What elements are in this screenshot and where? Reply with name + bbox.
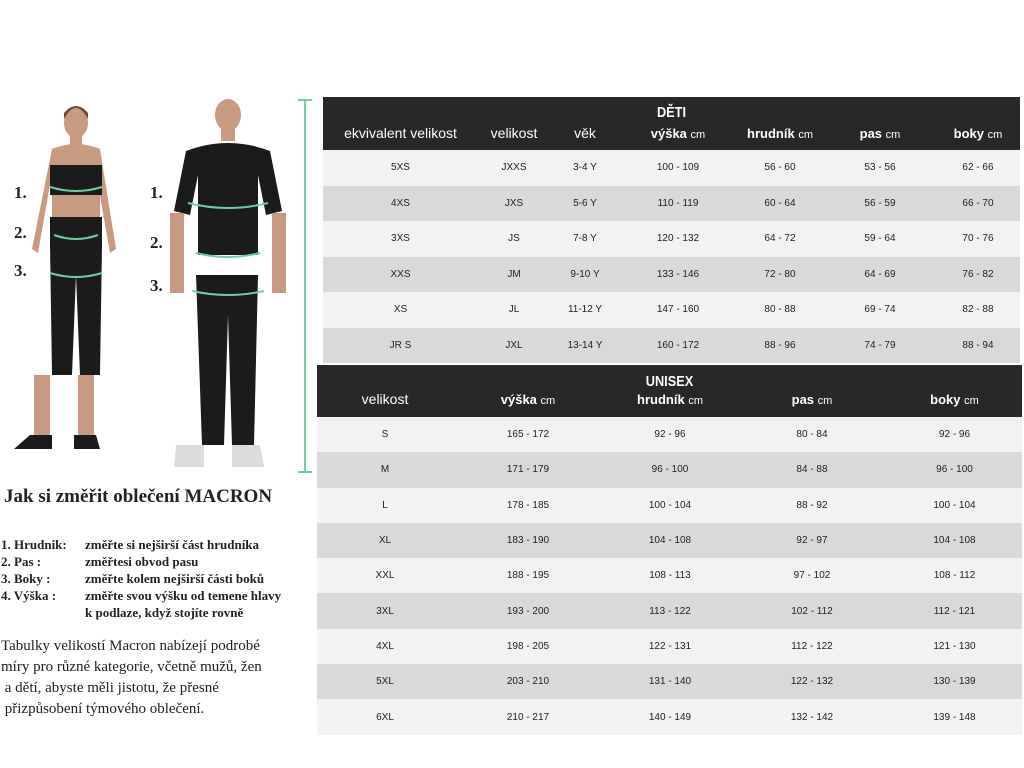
header-label: pas [859, 125, 883, 141]
column-header: velikost [361, 391, 409, 407]
table-cell: 120 - 132 [656, 233, 700, 245]
step [1, 570, 281, 587]
model-figures [0, 95, 320, 480]
table-cell: 5XL [376, 676, 394, 688]
step [1, 587, 281, 604]
table-cell: S [381, 429, 389, 441]
label-3-female: 3. [14, 261, 27, 280]
table-cell: 140 - 149 [648, 711, 692, 723]
table-cell: 121 - 130 [933, 640, 976, 652]
column-header [737, 392, 887, 407]
table-cell: 104 - 108 [933, 535, 976, 547]
kids-table-header [323, 97, 1020, 150]
table-row [323, 328, 1020, 364]
step [1, 553, 281, 570]
table-cell: 96 - 100 [936, 464, 973, 476]
description-line: přizpůsobení týmového oblečení. [1, 701, 205, 717]
table-cell: JXS [504, 197, 524, 209]
table-cell: 3-4 Y [573, 162, 597, 174]
column-header: věk [574, 125, 596, 141]
kids-size-table [323, 97, 1020, 363]
table-cell: JL [508, 304, 520, 316]
table-cell: 96 - 100 [651, 464, 689, 476]
table-cell: 7-8 Y [573, 233, 597, 245]
table-cell: JXL [505, 339, 523, 351]
table-row [323, 221, 1020, 257]
header-label: pas [791, 391, 815, 407]
table-cell: 198 - 205 [506, 640, 550, 652]
table-cell: 76 - 82 [962, 268, 994, 280]
step-key: 3. Boky : [1, 571, 51, 586]
step-value: změřte kolem nejširší části boků [85, 571, 265, 586]
table-cell: 178 - 185 [506, 499, 550, 511]
measurement-steps [1, 536, 281, 621]
table-row [317, 523, 1022, 558]
column-header [620, 126, 736, 141]
table-cell: 88 - 92 [796, 499, 828, 511]
table-cell: 210 - 217 [506, 711, 550, 723]
table-cell: 165 - 172 [506, 429, 550, 441]
table-cell: 59 - 64 [864, 233, 896, 245]
column-header [887, 392, 1022, 407]
column-header: velikost [490, 125, 538, 141]
unisex-table-title: UNISEX [645, 373, 694, 390]
table-row [317, 417, 1022, 452]
table-cell: 122 - 131 [648, 640, 692, 652]
table-cell: 9-10 Y [570, 268, 600, 280]
height-measure-line [304, 100, 306, 472]
header-unit: cm [688, 394, 703, 407]
unisex-size-table [317, 365, 1022, 735]
table-cell: 203 - 210 [506, 676, 550, 688]
table-row [323, 150, 1020, 186]
column-header [603, 392, 737, 407]
table-cell: 3XS [391, 233, 410, 245]
table-cell: M [380, 464, 390, 476]
table-cell: 3XL [376, 605, 394, 617]
table-row [317, 593, 1022, 628]
step-key: 1. Hrudnik: [1, 537, 67, 552]
table-cell: 82 - 88 [962, 304, 994, 316]
table-cell: 160 - 172 [656, 339, 700, 351]
table-row [317, 664, 1022, 699]
description [1, 636, 262, 720]
table-cell: 5-6 Y [573, 197, 597, 209]
table-cell: 4XS [391, 197, 410, 209]
table-cell: JM [507, 268, 521, 280]
header-unit: cm [690, 128, 706, 141]
column-header [453, 392, 603, 407]
table-cell: 72 - 80 [764, 268, 796, 280]
table-cell: 112 - 121 [933, 605, 976, 617]
description-line: Tabulky velikostí Macron nabízejí podrobé [1, 638, 260, 654]
table-cell: 110 - 119 [657, 197, 699, 209]
table-cell: 69 - 74 [864, 304, 896, 316]
female-model [14, 106, 116, 449]
table-cell: 92 - 96 [654, 429, 686, 441]
header-unit: cm [540, 394, 556, 407]
header-label: hrudník [637, 391, 685, 407]
table-cell: JS [508, 233, 520, 245]
table-cell: 56 - 60 [764, 162, 796, 174]
table-cell: 88 - 96 [764, 339, 796, 351]
table-cell: 4XL [376, 640, 394, 652]
table-cell: 64 - 69 [864, 268, 896, 280]
step [1, 604, 281, 621]
table-cell: 183 - 190 [506, 535, 550, 547]
table-cell: 131 - 140 [648, 676, 692, 688]
description-line: a dětí, abyste měli jistotu, že přesné [1, 680, 219, 696]
table-cell: 130 - 139 [933, 676, 976, 688]
table-cell: 147 - 160 [656, 304, 700, 316]
height-line-top-cap [298, 99, 312, 101]
height-line-bottom-cap [298, 471, 312, 473]
table-cell: 113 - 122 [649, 605, 691, 617]
table-cell: XXL [375, 570, 395, 582]
table-cell: 188 - 195 [506, 570, 550, 582]
table-cell: 97 - 102 [793, 570, 831, 582]
table-cell: L [382, 499, 388, 511]
unisex-table-header [317, 365, 1022, 417]
step-value: změřte si nejširší část hrudníka [85, 537, 260, 552]
table-cell: 108 - 113 [649, 570, 691, 582]
description-line: míry pro různé kategorie, včetně mužů, žen [1, 659, 262, 675]
column-header [936, 126, 1020, 141]
header-unit: cm [817, 394, 833, 407]
table-cell: 100 - 109 [656, 162, 700, 174]
step-key: 4. Výška : [1, 588, 57, 603]
table-row [323, 257, 1020, 293]
column-header: ekvivalent velikost [344, 125, 457, 141]
kids-table-title: DĚTI [656, 104, 687, 121]
header-unit: cm [798, 128, 813, 141]
header-unit: cm [885, 128, 901, 141]
column-header [824, 126, 936, 141]
table-cell: XS [393, 304, 408, 316]
table-row [317, 452, 1022, 487]
table-cell: 66 - 70 [962, 197, 994, 209]
table-cell: 104 - 108 [648, 535, 692, 547]
table-cell: 56 - 59 [864, 197, 896, 209]
table-cell: 102 - 112 [791, 605, 833, 617]
male-model [170, 99, 286, 467]
table-cell: 70 - 76 [962, 233, 994, 245]
table-cell: 80 - 84 [796, 429, 828, 441]
table-cell: XXS [390, 268, 411, 280]
table-cell: 171 - 179 [506, 464, 550, 476]
header-unit: cm [987, 128, 1003, 141]
step-key: 2. Pas : [1, 554, 42, 569]
table-row [323, 186, 1020, 222]
table-cell: JR S [389, 339, 412, 351]
table-cell: 62 - 66 [962, 162, 994, 174]
label-1-female: 1. [14, 183, 27, 202]
table-row [323, 292, 1020, 328]
table-cell: 6XL [376, 711, 394, 723]
step-value: změřtesi obvod pasu [85, 554, 199, 569]
label-2-male: 2. [150, 233, 163, 252]
table-cell: 11-12 Y [567, 304, 603, 316]
table-cell: 92 - 97 [796, 535, 828, 547]
table-cell: 53 - 56 [864, 162, 896, 174]
table-cell: 133 - 146 [656, 268, 700, 280]
header-label: boky [930, 391, 961, 407]
table-cell: 13-14 Y [567, 339, 603, 351]
table-cell: 132 - 142 [790, 711, 834, 723]
header-label: výška [650, 125, 687, 141]
table-cell: 64 - 72 [764, 233, 796, 245]
header-label: boky [953, 125, 985, 141]
table-cell: JXXS [501, 162, 527, 174]
table-row [317, 699, 1022, 734]
table-cell: 74 - 79 [864, 339, 896, 351]
table-cell: XL [378, 535, 392, 547]
step-key [1, 604, 85, 621]
column-header [736, 126, 824, 141]
table-cell: 193 - 200 [506, 605, 550, 617]
table-cell: 122 - 132 [790, 676, 834, 688]
label-3-male: 3. [150, 276, 163, 295]
table-cell: 100 - 104 [648, 499, 692, 511]
step-value: k podlaze, když stojíte rovně [85, 605, 244, 620]
table-cell: 80 - 88 [764, 304, 796, 316]
header-label: výška [500, 391, 537, 407]
table-cell: 108 - 112 [933, 570, 976, 582]
table-row [317, 629, 1022, 664]
table-cell: 88 - 94 [962, 339, 994, 351]
step-value: změřte svou výšku od temene hlavy [85, 588, 282, 603]
table-cell: 60 - 64 [764, 197, 796, 209]
table-cell: 92 - 96 [938, 429, 971, 441]
table-cell: 139 - 148 [933, 711, 976, 723]
step [1, 536, 281, 553]
header-unit: cm [964, 394, 979, 407]
table-cell: 100 - 104 [933, 499, 976, 511]
table-row [317, 558, 1022, 593]
table-cell: 84 - 88 [796, 464, 828, 476]
table-cell: 112 - 122 [791, 640, 833, 652]
header-label: hrudník [747, 125, 795, 141]
table-row [317, 488, 1022, 523]
label-2-female: 2. [14, 223, 27, 242]
howto-title: Jak si změřit oblečení MACRON [4, 486, 273, 507]
label-1-male: 1. [150, 183, 163, 202]
table-cell: 5XS [391, 162, 410, 174]
